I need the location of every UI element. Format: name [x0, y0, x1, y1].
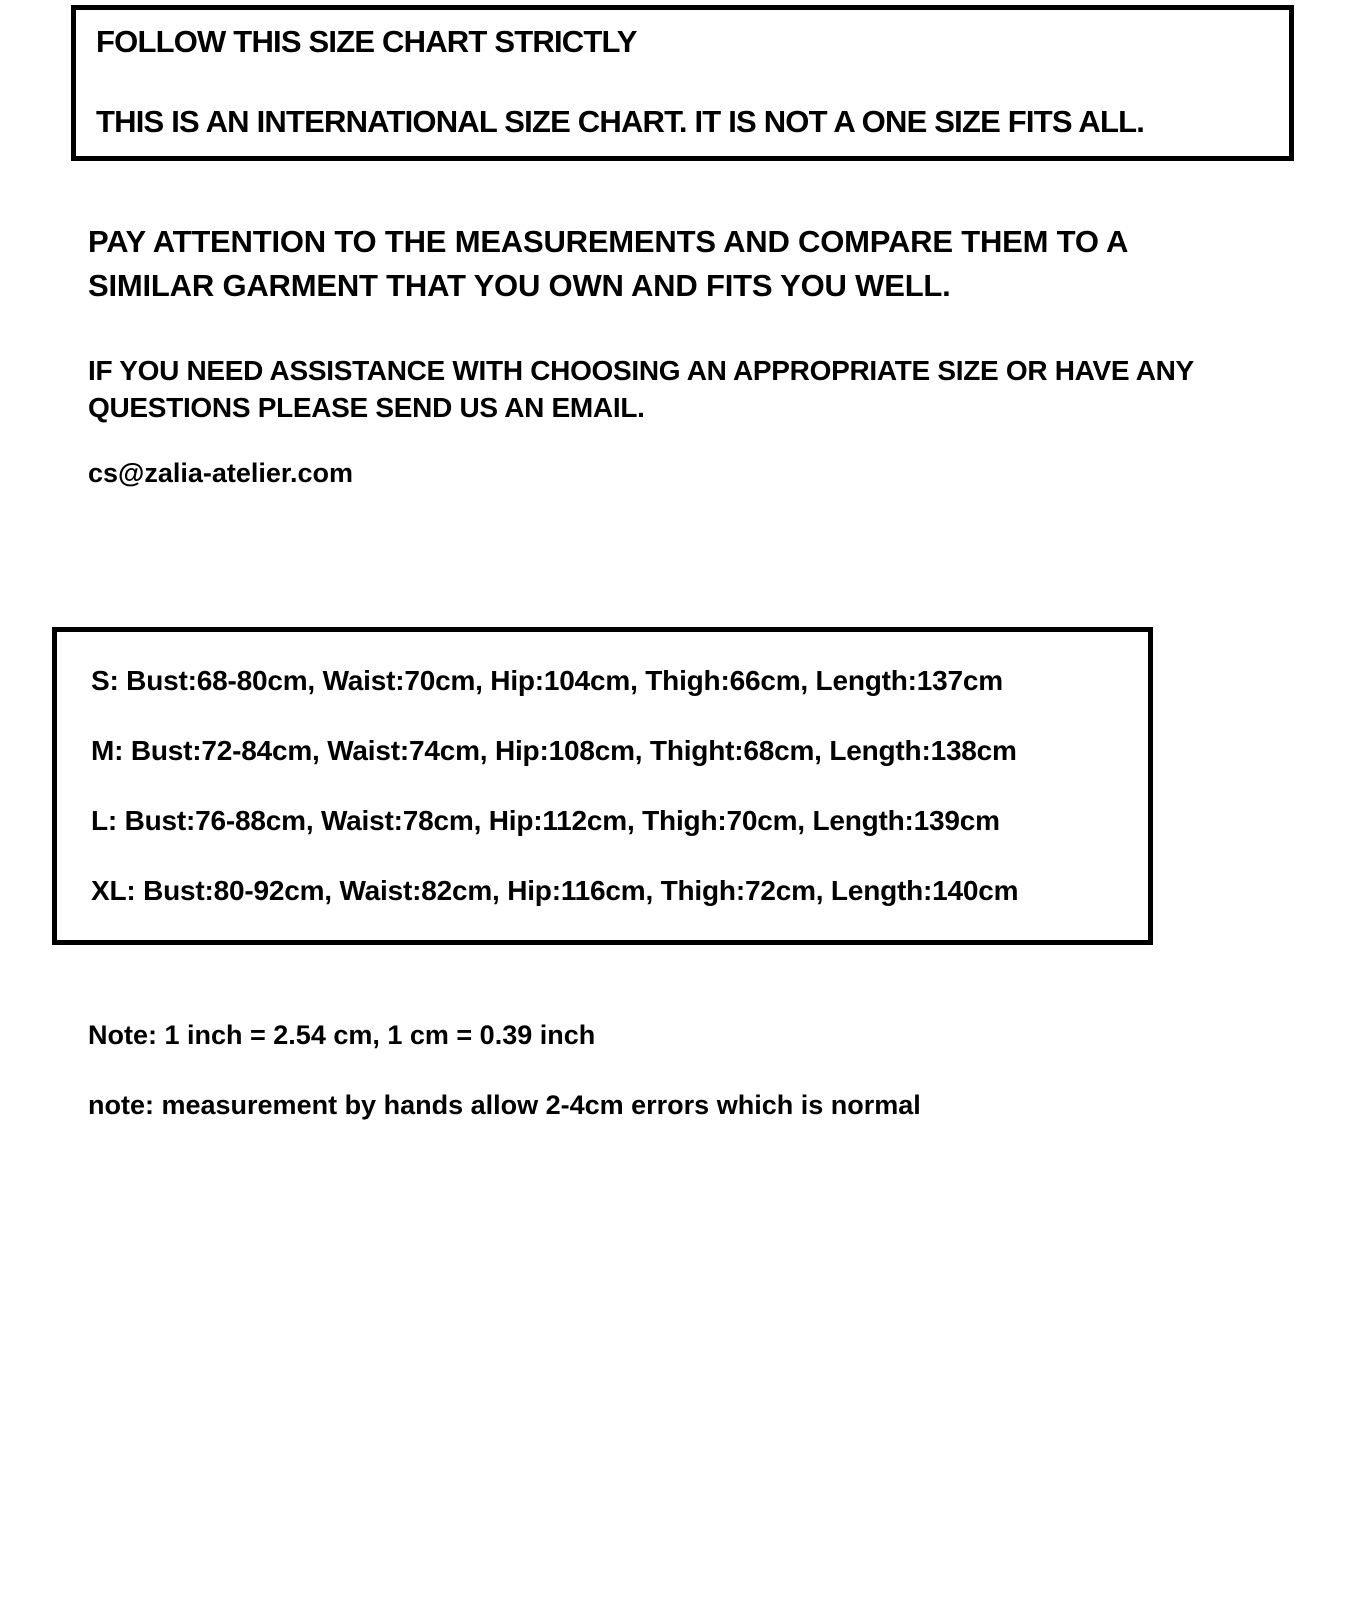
size-row-xl: XL: Bust:80-92cm, Waist:82cm, Hip:116cm, Thigh:72cm, Length:140cm: [91, 875, 1019, 906]
assistance-paragraph: [88, 352, 1194, 426]
size-row-m: M: Bust:72-84cm, Waist:74cm, Hip:108cm, Thight:68cm, Length:138cm: [91, 735, 1017, 766]
size-chart-warning-box: [71, 5, 1294, 161]
note-measurement-tolerance: note: measurement by hands allow 2-4cm errors which is normal: [88, 1090, 921, 1120]
size-row-l: L: Bust:76-88cm, Waist:78cm, Hip:112cm, Thigh:70cm, Length:139cm: [91, 805, 1000, 836]
note-inch-cm-conversion: Note: 1 inch = 2.54 cm, 1 cm = 0.39 inch: [88, 1020, 596, 1050]
assistance-line-1: IF YOU NEED ASSISTANCE WITH CHOOSING AN APPROPRIATE SIZE OR HAVE ANY: [88, 355, 1194, 386]
warning-line-follow-strictly: FOLLOW THIS SIZE CHART STRICTLY: [96, 24, 637, 59]
attention-paragraph: [88, 220, 1128, 308]
attention-line-2: SIMILAR GARMENT THAT YOU OWN AND FITS YOU WELL.: [88, 268, 951, 303]
warning-line-international-chart: THIS IS AN INTERNATIONAL SIZE CHART. IT IS NOT A ONE SIZE FITS ALL.: [96, 104, 1145, 139]
contact-email-text: cs@zalia-atelier.com: [88, 458, 353, 488]
size-measurements-box: [52, 627, 1153, 945]
attention-line-1: PAY ATTENTION TO THE MEASUREMENTS AND COMPARE THEM TO A: [88, 224, 1129, 259]
size-row-s: S: Bust:68-80cm, Waist:70cm, Hip:104cm, Thigh:66cm, Length:137cm: [91, 665, 1003, 696]
assistance-line-2: QUESTIONS PLEASE SEND US AN EMAIL.: [88, 392, 645, 423]
